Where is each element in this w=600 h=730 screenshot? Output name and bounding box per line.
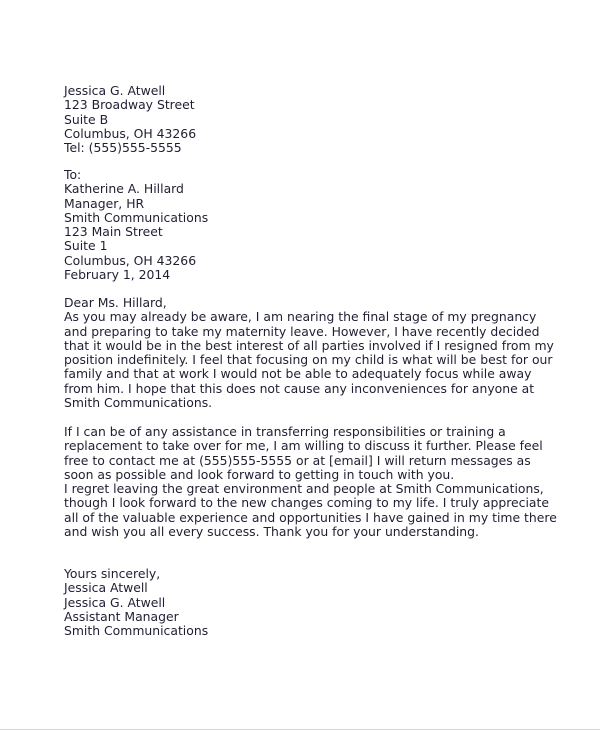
paragraph-1-line: and preparing to take my maternity leave. However, I have recently decided	[64, 323, 540, 339]
recipient-suite: Suite 1	[64, 238, 108, 254]
paragraph-2-line: free to contact me at (555)555-5555 or at [email] I will return messages as	[64, 452, 531, 468]
valediction: Yours sincerely,	[64, 566, 161, 581]
signer-company: Smith Communications	[64, 623, 209, 639]
signer-title: Assistant Manager	[64, 608, 179, 624]
paragraph-3-line: I regret leaving the great environment and people at Smith Communications,	[64, 481, 544, 497]
paragraph-3-line: and wish you all every success. Thank you for your understanding.	[64, 524, 479, 540]
paragraph-1-line: Smith Communications.	[64, 395, 213, 411]
paragraph-3-line: all of the valuable experience and opportunities I have gained in my time there	[64, 509, 557, 525]
paragraph-1-line: that it would be in the best interest of all parties involved if I resigned from my	[64, 337, 554, 353]
paragraph-1-line: from him. I hope that this does not cause any inconveniences for anyone at	[64, 380, 535, 396]
paragraph-2-line: replacement to take over for me, I am willing to discuss it further. Please feel	[64, 438, 543, 454]
recipient-company: Smith Communications	[64, 209, 209, 225]
recipient-name: Katherine A. Hillard	[64, 181, 184, 197]
paragraph-1-line: position indefinitely. I feel that focusing on my child is what will be best for our	[64, 352, 553, 368]
signature-name: Jessica Atwell	[64, 580, 148, 596]
recipient-address	[64, 168, 208, 282]
sender-city: Columbus, OH 43266	[64, 125, 197, 141]
letter-body-opening	[64, 296, 554, 410]
letter-date: February 1, 2014	[64, 267, 171, 283]
salutation: Dear Ms. Hillard,	[64, 295, 167, 310]
paragraph-1-line: As you may already be aware, I am nearing the final stage of my pregnancy	[64, 309, 537, 325]
sender-address	[64, 84, 196, 155]
letter-body-continued	[64, 425, 557, 539]
recipient-title: Manager, HR	[64, 195, 145, 211]
recipient-street: 123 Main Street	[64, 224, 163, 240]
sender-street: 123 Broadway Street	[64, 97, 195, 113]
closing-signature	[64, 567, 208, 638]
to-label: To:	[64, 167, 82, 182]
sender-name: Jessica G. Atwell	[64, 83, 166, 98]
recipient-city: Columbus, OH 43266	[64, 252, 197, 268]
sender-phone: Tel: (555)555-5555	[64, 140, 182, 156]
paragraph-2-line: If I can be of any assistance in transferring responsibilities or training a	[64, 424, 506, 439]
paragraph-1-line: family and that at work I would not be able to adequately focus while away	[64, 366, 532, 382]
sender-suite: Suite B	[64, 111, 109, 127]
paragraph-3-line: though I look forward to the new changes coming to my life. I truly appreciate	[64, 495, 549, 511]
signer-full-name: Jessica G. Atwell	[64, 594, 166, 610]
paragraph-2-line: soon as possible and look forward to getting in touch with you.	[64, 466, 455, 482]
